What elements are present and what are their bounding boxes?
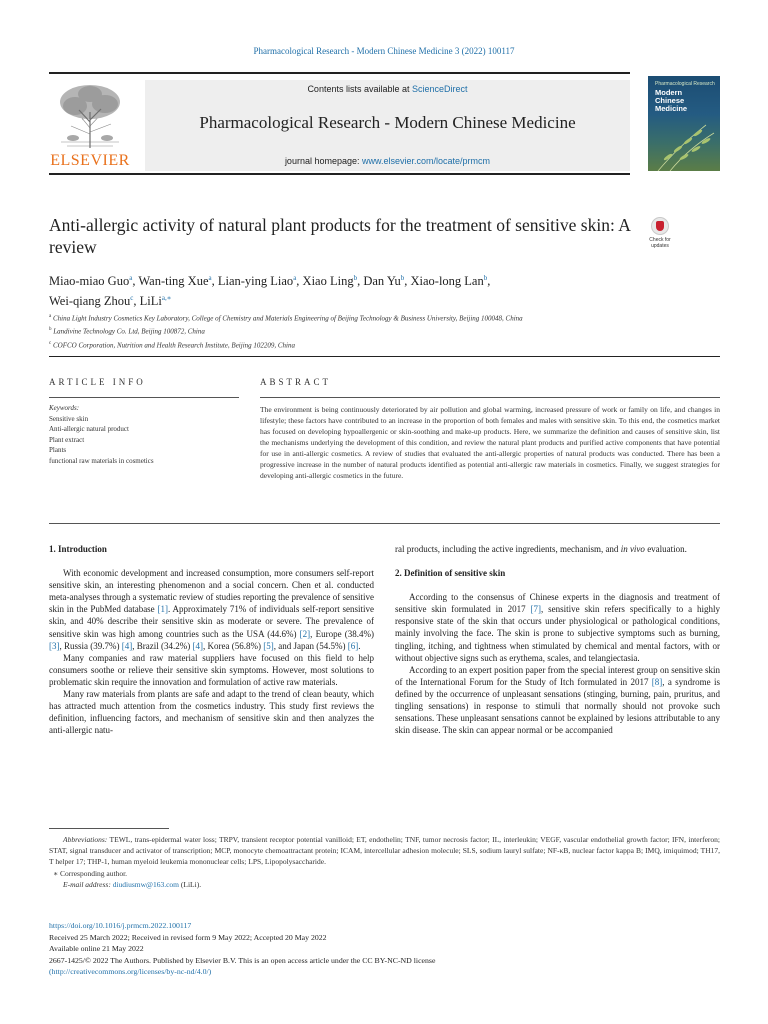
email-link[interactable]: diudiusmw@163.com <box>112 879 179 889</box>
masthead <box>49 72 630 175</box>
footnotes <box>49 834 720 890</box>
paragraph: According to the consensus of Chinese experts in the diagnosis and treatment of sensitive skin formulated in 2017 [7], sensitive skin refers specifically to a highly responsive state of the skin that occurs under physiological or pathological conditions, mainly involving the face. The skin is prone to subjective symptoms such as burning, tingling, itching, and tightness when stimulated by chemical and mental factors, with or without objective signs such as erythema, scales, and telangiectasia. <box>395 592 720 663</box>
publication-info <box>49 920 720 978</box>
license-text: 2667-1425/© 2022 The Authors. Published by Elsevier B.V. This is an open access article under the CC BY-NC-ND license <box>49 955 436 965</box>
cover-title-line: Chinese <box>655 96 685 105</box>
paragraph: Many companies and raw material suppliers have focused on this field to help consumers soothe or relieve their sensitive skin symptoms. However, most solutions to problematic skin require the innovation and formulation of active raw materials. <box>49 652 374 687</box>
affiliation: $^a$ China Light Industry Cosmetics Key Laboratory, College of Chemistry and Materials Engineering of Beijing Technology & Business University, Beijing 100048, China <box>49 314 523 323</box>
paragraph: With economic development and increased consumption, more consumers self-report sensitive skin, an interesting phenomenon and a social concern. Chen et al. conducted meta-analyses through a systematic review of studies reporting the prevalence of sensitive skin in the PubMed database [1]. Approximately 71% of individuals self-report sensitive skin, and 40% describe their sensitive skin as moderate or severe. The prevalence of sensitive skin was high among countries such as the USA (44.6%) [2], Europe (38.4%) [3], Russia (39.7%) [4], Brazil (34.2%) [4], Korea (56.8%) [5], and Japan (54.5%) [6]. <box>49 568 375 651</box>
cover-title-line: Medicine <box>655 104 688 113</box>
abstract-heading: ABSTRACT <box>260 377 332 387</box>
citation-link[interactable]: [8] <box>651 676 663 687</box>
crossmark-icon <box>651 217 669 235</box>
body-column-right <box>395 543 720 736</box>
keyword: Plant extract <box>49 435 85 444</box>
paragraph: Many raw materials from plants are safe and adapt to the trend of clean beauty, which has attracted much attention from the cosmetics industry. This study first reviews the definition, influencing factors, and mechanism of sensitive skin and then analyzes the anti-allergic natu- <box>49 689 374 736</box>
homepage-prefix: journal homepage: <box>284 156 360 166</box>
citation-link[interactable]: [3] <box>49 640 60 651</box>
footnote-divider <box>49 828 169 829</box>
citation-link[interactable]: [4] <box>121 640 133 651</box>
sciencedirect-link[interactable]: ScienceDirect <box>412 84 468 94</box>
citation-link[interactable]: [1] <box>157 604 168 615</box>
online-date: Available online 21 May 2022 <box>49 944 144 953</box>
masthead-center <box>145 80 630 171</box>
citation-link[interactable]: [5] <box>263 640 274 651</box>
email-line: E-mail address: diudiusmw@163.com (LiLi). <box>63 879 202 889</box>
keywords-label: Keywords: <box>49 404 80 412</box>
abstract-text: The environment is being continuously deteriorated by air pollution and global warming, increased pressure of work or family on life, and changes in lifestyle; these factors have contributed to an increase in the proportion of both females and males with sensitive skin. To this end, the cosmetics market has focused on developing hypoallergenic or skin-soothing and make-up products. Here, we summarize the definition and causes of sensitive skin, list the mechanisms underlying the development of this condition, and review the natural plant products and purified active components that have potential for use in anti-allergic cosmetics. A review of studies that evaluated the anti-allergic properties of natural products was conducted. There has been a progressive increase in the number of natural products identified as potential anti-allergic raw materials in cosmetics. Finally, we suggest strategies for developing anti-allergic cosmetics in the future. <box>260 405 720 480</box>
homepage-line <box>145 156 630 166</box>
author[interactable]: Xiao-long Lan$^b$ <box>410 274 488 289</box>
divider <box>49 397 239 398</box>
journal-reference[interactable]: Pharmacological Research - Modern Chinese Medicine 3 (2022) 100117 <box>253 46 515 56</box>
elsevier-wordmark: ELSEVIER <box>50 152 130 169</box>
author[interactable]: Xiao Ling$^b$ <box>302 274 358 289</box>
cover-title-line: Modern <box>655 88 683 97</box>
author[interactable]: LiLi$^{a,∗}$ <box>139 294 172 309</box>
crossmark-label-line: updates <box>651 242 669 249</box>
paragraph: According to an expert position paper from the special interest group on sensitive skin of the International Forum for the Study of Itch formulated in 2017 [8], a syndrome is defined by the occurrence of unpleasant sensations (stinging, burning, pain, pruritus, and tingling sensations) in response to stimuli that normally should not provoke such sensations. These unpleasant sensations cannot be explained by lesions attributable to any skin disease. The skin can appear normal or be accompanied <box>395 664 720 736</box>
author[interactable]: Dan Yu$^b$ <box>363 274 405 289</box>
homepage-link[interactable]: www.elsevier.com/locate/prmcm <box>362 156 491 166</box>
keywords <box>49 403 239 466</box>
citation-link[interactable]: [4] <box>192 640 203 651</box>
divider <box>260 397 720 398</box>
article-title: Anti-allergic activity of natural plant products for the treatment of sensitive skin: A review <box>49 215 630 257</box>
divider <box>49 356 720 357</box>
elsevier-logo[interactable] <box>49 80 131 172</box>
doi-link[interactable]: https://doi.org/10.1016/j.prmcm.2022.100117 <box>49 921 192 930</box>
crossmark-label-line: Check for <box>649 237 671 243</box>
crossmark-button[interactable] <box>643 217 677 255</box>
author[interactable]: Wan-ting Xue$^a$ <box>138 274 212 289</box>
license-link[interactable]: (http://creativecommons.org/licenses/by-nc-nd/4.0/) <box>49 967 212 976</box>
crossmark-label <box>643 238 677 249</box>
article-info-heading: ARTICLE INFO <box>49 377 146 387</box>
citation-link[interactable]: [2] <box>299 628 311 639</box>
cover-title <box>655 89 687 113</box>
abbreviations: Abbreviations: TEWL, trans-epidermal water loss; TRPV, transient receptor potential vanilloid; ET, endothelin; TNF, tumor necrosis factor; IL, interleukin; VEGF, vascular endothelial growth factor; IFN, interferon; STAT, signal transducer and activator of transcription; MCP, monocyte chemoattractant protein; ICAM, intercellular adhesion molecule; SLS, sodium lauryl sulfate; NF-κB, nuclear factor kappa B; IMQ, imiquimod; TH17, T helper 17; THP-1, human myeloid leukemia mononuclear cells; LPS, Lipopolysaccharide. <box>49 835 720 867</box>
received-dates: Received 25 March 2022; Received in revised form 9 May 2022; Accepted 20 May 2022 <box>49 932 327 942</box>
author[interactable]: Miao-miao Guo$^a$ <box>49 274 133 289</box>
section-heading: 1. Introduction <box>49 544 107 554</box>
contents-prefix: Contents lists available at <box>307 84 410 94</box>
keyword: functional raw materials in cosmetics <box>49 456 154 465</box>
citation-link[interactable]: [7] <box>530 604 541 615</box>
corresponding-author: ∗ Corresponding author. <box>53 868 128 878</box>
section-heading: 2. Definition of sensitive skin <box>395 568 506 579</box>
affiliation: $^c$ COFCO Corporation, Nutrition and Health Research Institute, Beijing 102209, China <box>49 340 295 349</box>
keyword: Anti-allergic natural product <box>49 425 129 433</box>
keyword: Sensitive skin <box>49 414 89 423</box>
citation-link[interactable]: [6] <box>347 640 359 651</box>
cover-small-text: Pharmacological Research <box>655 81 715 87</box>
contents-line <box>145 84 630 94</box>
affiliations <box>49 311 729 351</box>
cover-plant-icon <box>648 119 720 171</box>
author-list: Miao-miao Guo$^a$, Wan-ting Xue$^a$, Lian-ying Liao$^a$, Xiao Ling$^b$, Dan Yu$^b$, Xiao-long Lan$^b$, Wei-qiang Zhou$^c$, LiLi$^{a,∗}$ <box>49 274 491 309</box>
elsevier-tree-icon <box>53 82 127 150</box>
body-column-left <box>49 543 374 736</box>
paragraph: ral products, including the active ingredients, mechanism, and in vivo evaluation. <box>395 544 687 554</box>
journal-cover[interactable] <box>648 76 720 171</box>
journal-title: Pharmacological Research - Modern Chinese Medicine <box>199 113 576 132</box>
divider <box>49 523 720 524</box>
keyword: Plants <box>49 446 67 454</box>
author[interactable]: Lian-ying Liao$^a$ <box>217 274 297 289</box>
author[interactable]: Wei-qiang Zhou$^c$ <box>49 294 134 309</box>
affiliation: $^b$ Landivine Technology Co. Ltd, Beijing 100872, China <box>49 327 205 336</box>
